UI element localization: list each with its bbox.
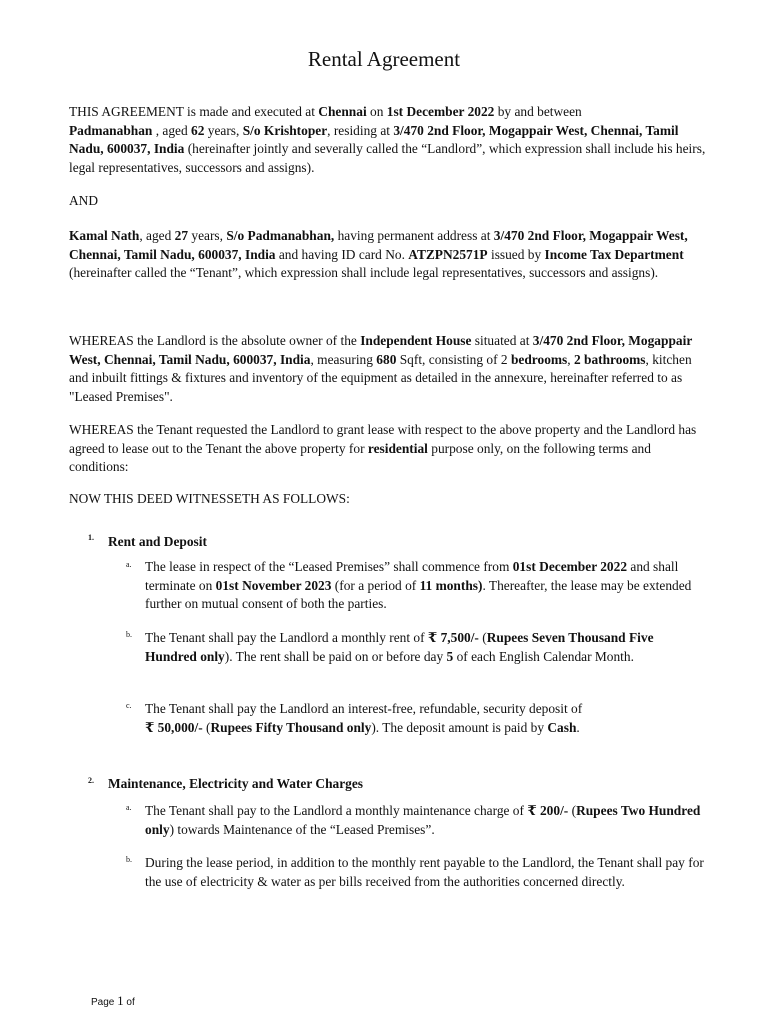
clause-2b-text: During the lease period, in addition to the monthly rent payable to the Landlord, the Tenant shall pay for the use of electricity & water as per bills received from the authorities concerned directly. (145, 855, 704, 889)
witness-line: NOW THIS DEED WITNESSETH AS FOLLOWS: (69, 491, 350, 506)
section-1-number: 1. (88, 533, 94, 542)
clause-1c-text: The Tenant shall pay the Landlord an interest-free, refundable, security deposit of ₹ 50,000/- (Rupees Fifty Thousand only). The deposit amount is paid by Cash. (145, 701, 583, 735)
section-2-heading: Maintenance, Electricity and Water Charges (108, 776, 364, 791)
clause-2b-letter: b. (126, 855, 132, 864)
page-footer: Page 1 of (91, 993, 135, 1008)
and-separator: AND (69, 193, 99, 208)
clause-2a-letter: a. (126, 803, 132, 812)
clause-1a-text: The lease in respect of the “Leased Premises” shall commence from 01st December 2022 and shall terminate on 01st November 2023 (for a period of 11 months). Thereafter, the lease may be extended further on mutual consent of both the parties. (145, 559, 692, 612)
whereas-lease-paragraph: WHEREAS the Tenant requested the Landlord to grant lease with respect to the above property and the Landlord has agreed to lease out to the Tenant the above property for residential purpose only, on the following terms and conditions: (69, 422, 697, 475)
whereas-ownership-paragraph: WHEREAS the Landlord is the absolute owner of the Independent House situated at 3/470 2nd Floor, Mogappair West, Chennai, Tamil Nadu, 600037, India, measuring 680 Sqft, consisting of 2 bedrooms, 2 bathrooms, kitchen and inbuilt fittings & fixtures and inventory of the equipment as detailed in the annexure, hereinafter referred to as "Leased Premises". (69, 333, 693, 404)
section-1-heading: Rent and Deposit (108, 534, 207, 549)
clause-1b-text: The Tenant shall pay the Landlord a monthly rent of ₹ 7,500/- (Rupees Seven Thousand Five Hundred only). The rent shall be paid on or before day 5 of each English Calendar Month. (145, 630, 654, 664)
tenant-paragraph: Kamal Nath, aged 27 years, S/o Padmanabhan, having permanent address at 3/470 2nd Floor, Mogappair West, Chennai, Tamil Nadu, 600037, India and having ID card No. ATZPN2571P issued by Income Tax Department (hereinafter called the “Tenant”, which expression shall include legal representatives, successors and assigns). (69, 228, 688, 281)
section-2-number: 2. (88, 776, 94, 785)
clause-1c-letter: c. (126, 701, 132, 710)
document-title: Rental Agreement (307, 47, 461, 71)
intro-paragraph: THIS AGREEMENT is made and executed at Chennai on 1st December 2022 by and between Padmanabhan , aged 62 years, S/o Krishtoper, residing at 3/470 2nd Floor, Mogappair West, Chennai, Tamil Nadu, 600037, India (hereinafter jointly and severally called the “Landlord”, which expression shall include his heirs, legal representatives, successors and assigns). (69, 104, 706, 175)
clause-2a-text: The Tenant shall pay to the Landlord a monthly maintenance charge of ₹ 200/- (Rupees Two Hundred only) towards Maintenance of the “Leased Premises”. (145, 803, 701, 837)
clause-1a-letter: a. (126, 560, 132, 569)
clause-1b-letter: b. (126, 630, 132, 639)
